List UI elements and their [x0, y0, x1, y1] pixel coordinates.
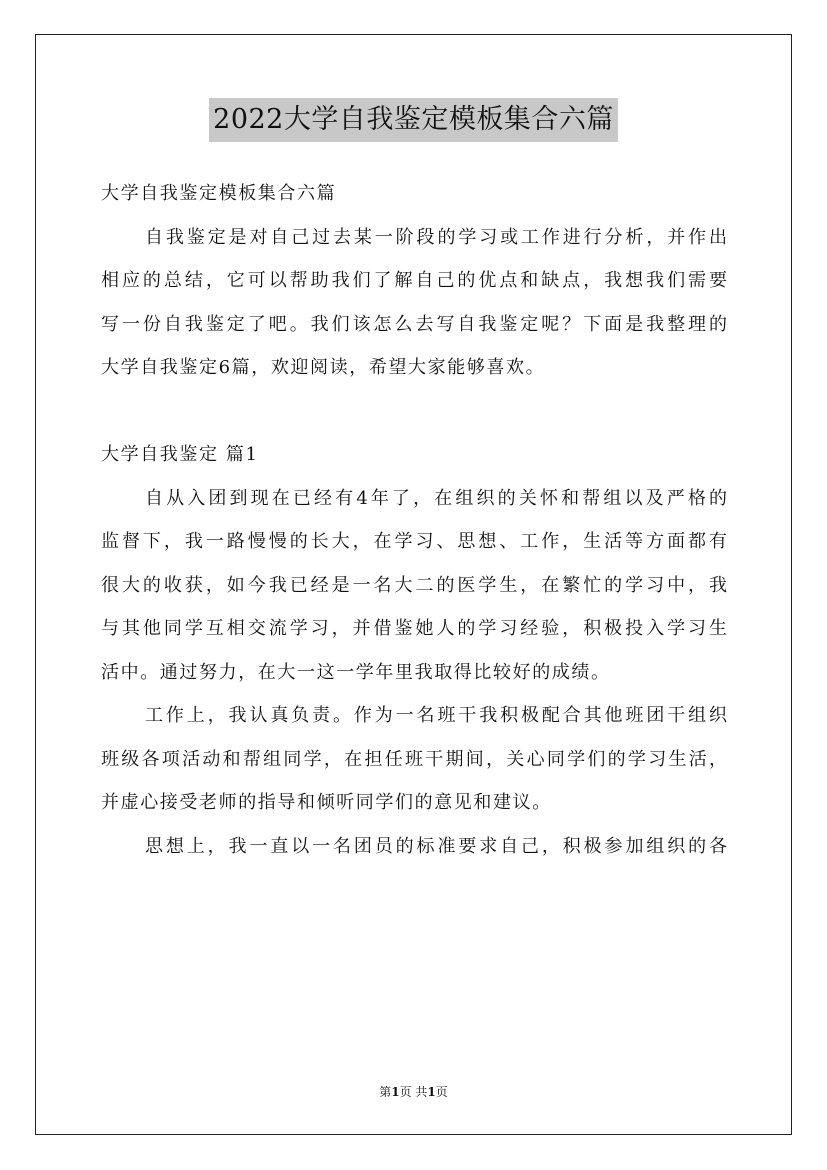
intro-line-1: 自我鉴定是对自己过去某一阶段的学习或工作进行分析，并作出 — [145, 226, 727, 248]
para1-line-5: 活中。通过努力，在大一这一学年里我取得比较好的成绩。 — [101, 661, 611, 683]
para2-line-1: 工作上，我认真负责。作为一名班干我积极配合其他班团干组织 — [145, 705, 727, 726]
document-subtitle: 大学自我鉴定模板集合六篇 — [101, 183, 337, 204]
title-container — [0, 98, 827, 142]
page-footer — [0, 1083, 827, 1101]
intro-line-2: 相应的总结，它可以帮助我们了解自己的优点和缺点，我想我们需要 — [101, 270, 727, 291]
intro-line-3: 写一份自我鉴定了吧。我们该怎么去写自我鉴定呢？下面是我整理的 — [101, 313, 727, 335]
footer-suffix: 页 — [435, 1085, 448, 1099]
para3-line-1: 思想上，我一直以一名团员的标准要求自己，积极参加组织的各 — [145, 835, 727, 857]
paragraph-gap — [101, 390, 727, 434]
para1-line-1: 自从入团到现在已经有4年了，在组织的关怀和帮组以及严格的 — [145, 487, 727, 509]
section-heading: 大学自我鉴定 篇1 — [101, 444, 259, 465]
footer-page-number: 1 — [391, 1085, 400, 1099]
footer-total-pages: 1 — [427, 1085, 436, 1099]
para1-line-2: 监督下，我一路慢慢的长大，在学习、思想、工作，生活等方面都有 — [101, 531, 727, 552]
document-title: 2022大学自我鉴定模板集合六篇 — [209, 98, 618, 142]
intro-line-4: 大学自我鉴定6篇，欢迎阅读，希望大家能够喜欢。 — [101, 357, 546, 378]
para2-line-2: 班级各项活动和帮组同学，在担任班干期间，关心同学们的学习生活， — [101, 748, 727, 770]
footer-prefix: 第 — [379, 1085, 392, 1099]
para1-line-4: 与其他同学互相交流学习，并借鉴她人的学习经验，积极投入学习生 — [101, 618, 727, 639]
para1-line-3: 很大的收获，如今我已经是一名大二的医学生，在繁忙的学习中，我 — [101, 574, 727, 596]
para2-line-3: 并虚心接受老师的指导和倾听同学们的意见和建议。 — [101, 792, 552, 813]
footer-mid: 页 共 — [399, 1085, 428, 1099]
document-body — [101, 172, 727, 868]
